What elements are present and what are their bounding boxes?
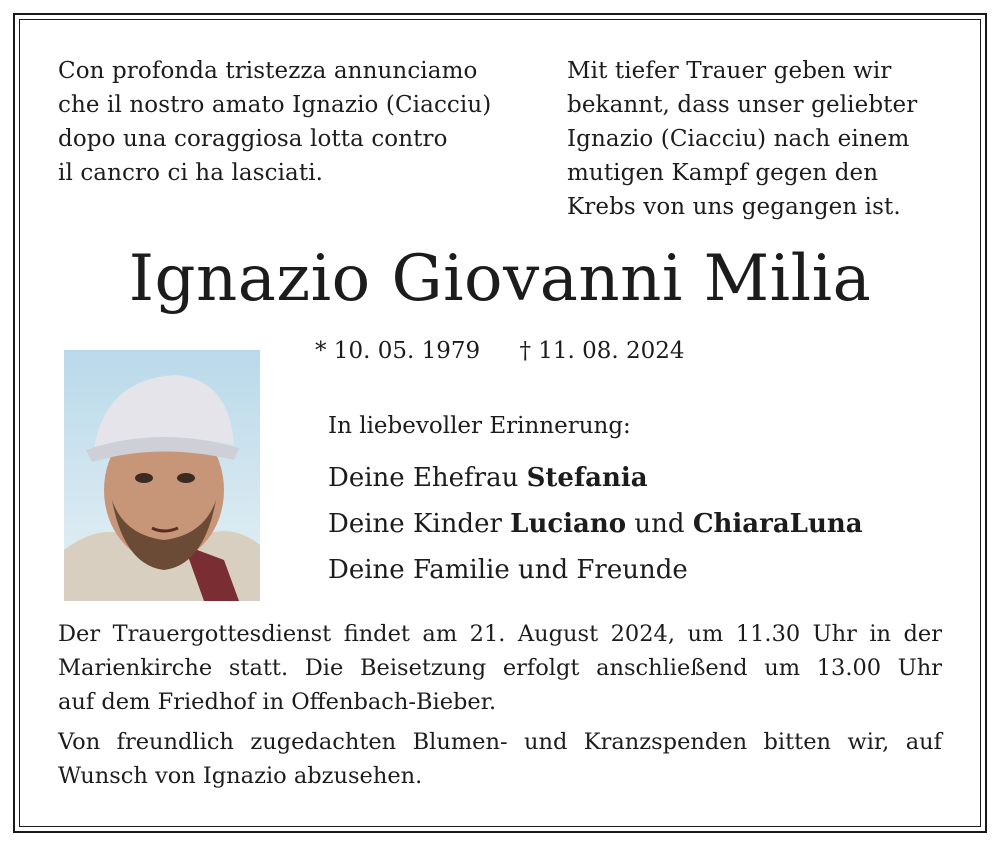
- family-children-prefix: Deine Kinder: [328, 509, 511, 539]
- remembrance-heading: In liebevoller Erinnerung:: [328, 413, 631, 439]
- intro-italian-line: dopo una coraggiosa lotta contro: [58, 126, 448, 152]
- portrait-photo: [64, 350, 260, 601]
- child-name: ChiaraLuna: [692, 509, 863, 539]
- service-info: [58, 617, 942, 793]
- child-name: Luciano: [510, 509, 627, 539]
- intro-italian-line: il cancro ci ha lasciati.: [58, 160, 324, 186]
- deceased-name: Ignazio Giovanni Milia: [128, 242, 872, 316]
- family-wife-prefix: Deine Ehefrau: [328, 463, 527, 493]
- service-line: Der Trauergottesdienst findet am 21. August 2024, um 11.30 Uhr in der: [58, 621, 942, 647]
- life-dates: [315, 336, 685, 366]
- intro-german-line: mutigen Kampf gegen den: [567, 160, 879, 186]
- family-list: [328, 455, 863, 593]
- intro-italian: [58, 54, 491, 190]
- intro-german: [567, 54, 917, 224]
- intro-german-line: Krebs von uns gegangen ist.: [567, 194, 901, 220]
- birth-date: * 10. 05. 1979: [315, 338, 481, 364]
- conjunction: und: [626, 509, 693, 539]
- flowers-line: Von freundlich zugedachten Blumen- und Kranzspenden bitten wir, auf: [58, 729, 942, 755]
- family-rest: Deine Familie und Freunde: [328, 555, 688, 585]
- intro-italian-line: che il nostro amato Ignazio (Ciacciu): [58, 92, 492, 118]
- family-children: [328, 501, 863, 547]
- family-wife: [328, 455, 863, 501]
- wife-name: Stefania: [526, 463, 648, 493]
- intro-german-line: bekannt, dass unser geliebter: [567, 92, 918, 118]
- death-date: † 11. 08. 2024: [519, 338, 685, 364]
- intro-italian-line: Con profonda tristezza annunciamo: [58, 58, 478, 84]
- flowers-line: Wunsch von Ignazio abzusehen.: [58, 763, 423, 789]
- intro-german-line: Mit tiefer Trauer geben wir: [567, 58, 892, 84]
- service-line: auf dem Friedhof in Offenbach-Bieber.: [58, 689, 497, 715]
- service-line: Marienkirche statt. Die Beisetzung erfolgt anschließend um 13.00 Uhr: [58, 655, 942, 681]
- portrait-illustration: [64, 350, 260, 601]
- intro-german-line: Ignazio (Ciacciu) nach einem: [567, 126, 910, 152]
